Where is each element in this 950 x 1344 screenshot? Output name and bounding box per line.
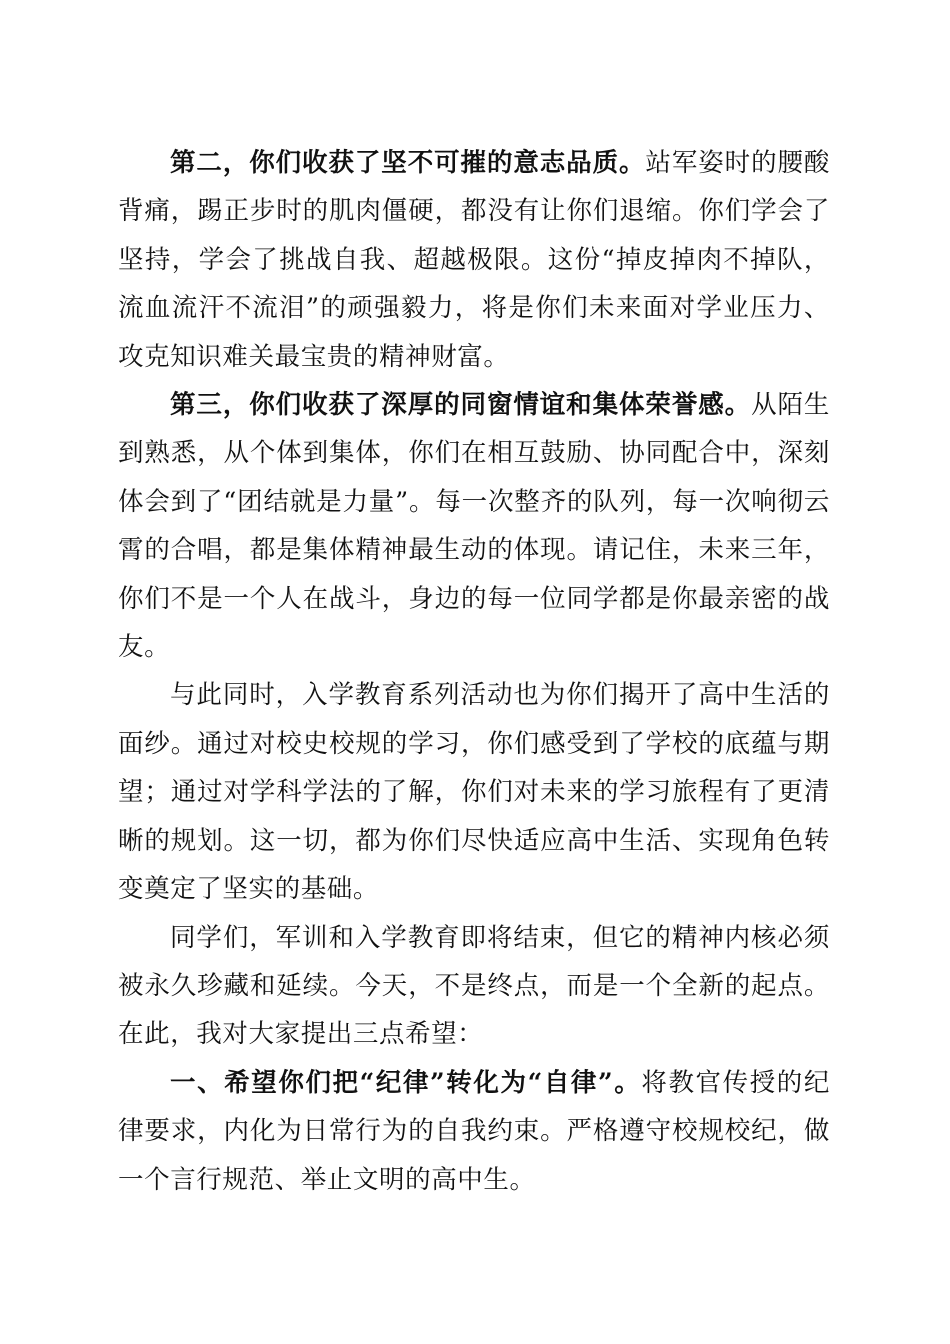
paragraph-text: 将教官传授的纪律要求，内化为日常行为的自我约束。严格遵守校规校纪，做一个言行规范、举止文明的高中生。 xyxy=(118,1067,830,1195)
paragraph-text: 同学们，军训和入学教育即将结束，但它的精神内核必须被永久珍藏和延续。今天，不是终点，而是一个全新的起点。在此，我对大家提出三点希望： xyxy=(118,922,830,1050)
document-body xyxy=(118,139,830,1204)
paragraph-text: 与此同时，入学教育系列活动也为你们揭开了高中生活的面纱。通过对校史校规的学习，你们感受到了学校的底蕴与期望；通过对学科学法的了解，你们对未来的学习旅程有了更清晰的规划。这一切，都为你们尽快适应高中生活、实现角色转变奠定了坚实的基础。 xyxy=(118,680,830,905)
paragraph-lead: 第三，你们收获了深厚的同窗情谊和集体荣誉感。 xyxy=(170,390,752,421)
paragraph-orientation xyxy=(118,671,830,913)
paragraph-third-gain xyxy=(118,381,830,671)
paragraph-text: 站军姿时的腰酸背痛，踢正步时的肌肉僵硬，都没有让你们退缩。你们学会了坚持，学会了挑战自我、超越极限。这份“掉皮掉肉不掉队，流血流汗不流泪”的顽强毅力，将是你们未来面对学业压力、攻克知识难关最宝贵的精神财富。 xyxy=(118,148,830,372)
paragraph-hope-one xyxy=(118,1059,830,1204)
paragraph-text: 从陌生到熟悉，从个体到集体，你们在相互鼓励、协同配合中，深刻体会到了“团结就是力量”。每一次整齐的队列，每一次响彻云霄的合唱，都是集体精神最生动的体现。请记住，未来三年，你们不是一个人在战斗，身边的每一位同学都是你最亲密的战友。 xyxy=(118,390,830,663)
paragraph-lead: 第二，你们收获了坚不可摧的意志品质。 xyxy=(170,148,646,178)
paragraph-hopes-intro xyxy=(118,914,830,1059)
paragraph-lead: 一、希望你们把“纪律”转化为“自律”。 xyxy=(170,1067,642,1098)
paragraph-second-gain xyxy=(118,139,830,381)
